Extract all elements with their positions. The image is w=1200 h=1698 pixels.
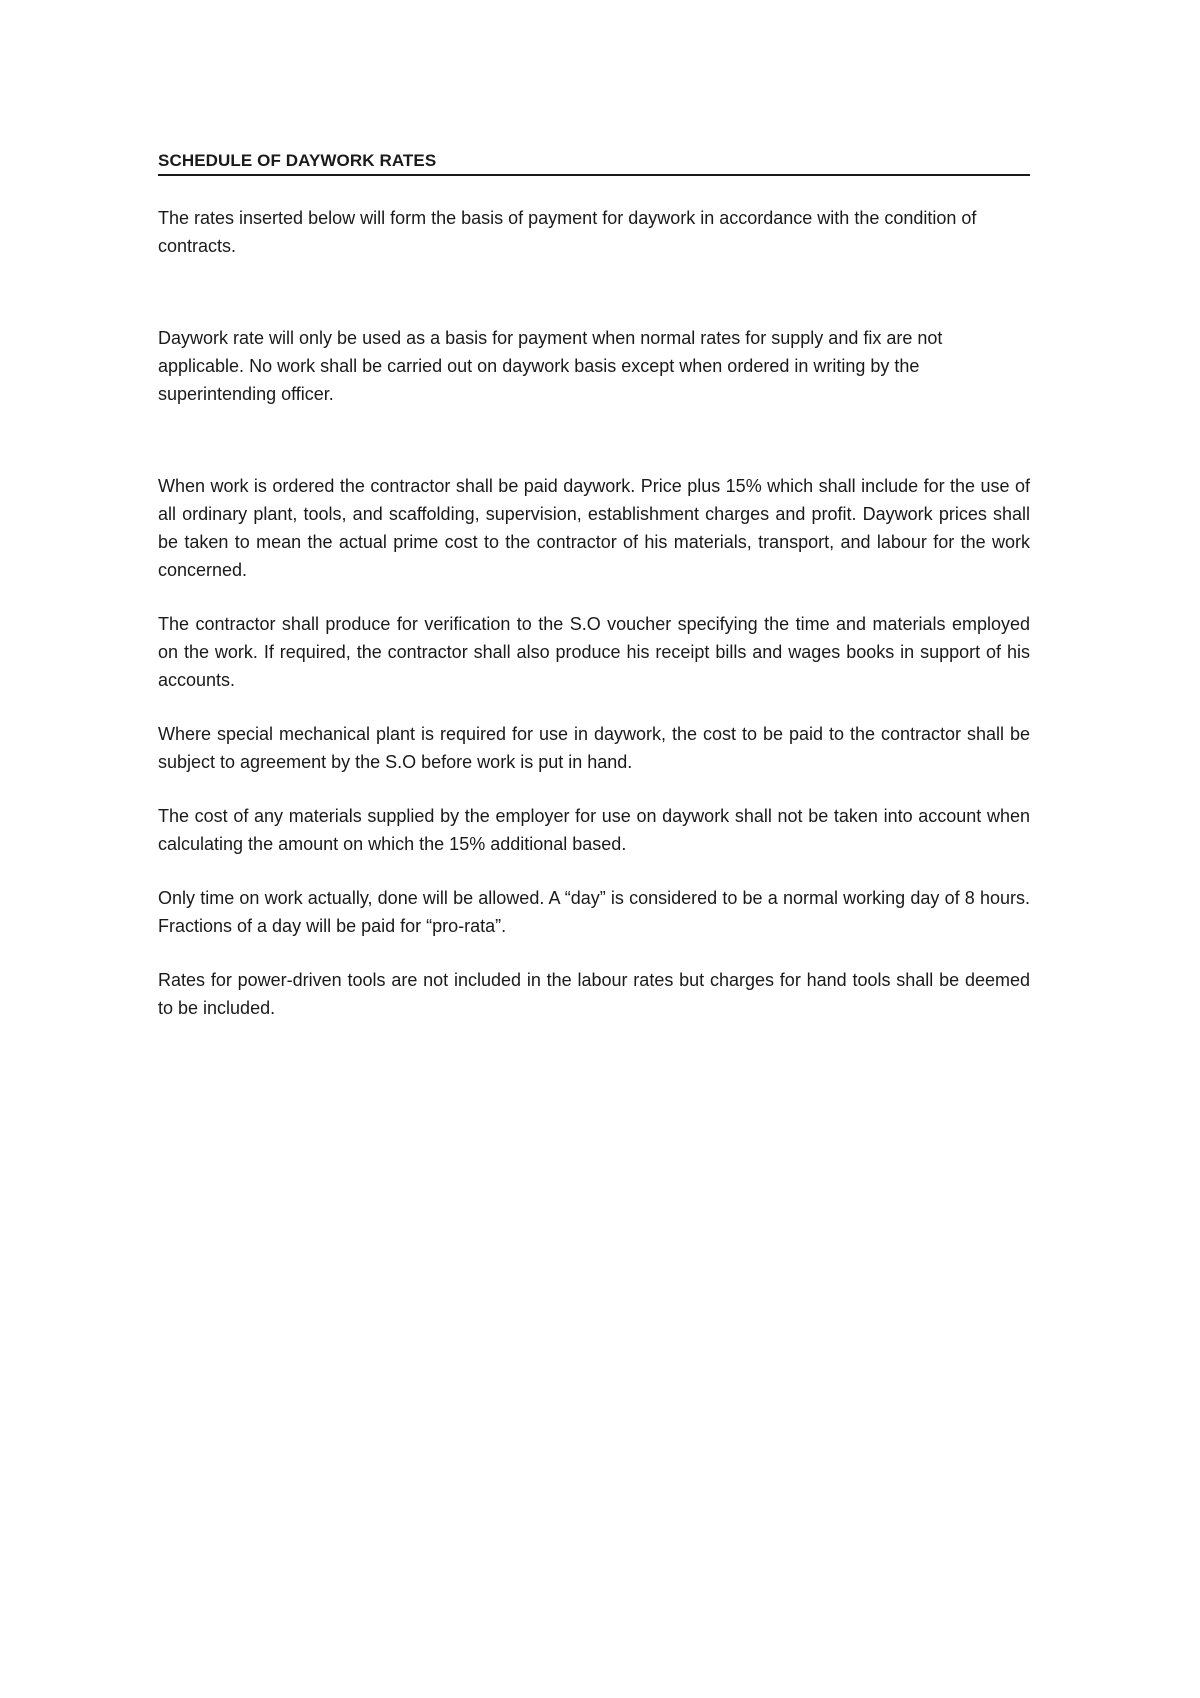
- paragraph-daywork-usage: Daywork rate will only be used as a basis for payment when normal rates for supply and fix are not applicable. No work shall be carried out on daywork basis except when ordered in writing by the superintending officer.: [158, 328, 943, 404]
- paragraph-payment-terms: When work is ordered the contractor shall be paid daywork. Price plus 15% which shall include for the use of all ordinary plant, tools, and scaffolding, supervision, establishment charges and profit. Daywork prices shall be taken to mean the actual prime cost to the contractor of his materials, transport, and labour for the work concerned.: [158, 476, 1030, 580]
- paragraph-verification: The contractor shall produce for verification to the S.O voucher specifying the time and materials employed on the work. If required, the contractor shall also produce his receipt bills and wages books in support of his accounts.: [158, 614, 1030, 690]
- paragraph-rates-basis: The rates inserted below will form the basis of payment for daywork in accordance with the condition of contracts.: [158, 208, 977, 256]
- paragraph-mechanical-plant: Where special mechanical plant is required for use in daywork, the cost to be paid to the contractor shall be subject to agreement by the S.O before work is put in hand.: [158, 724, 1030, 772]
- page-title: SCHEDULE OF DAYWORK RATES: [158, 150, 1030, 176]
- paragraph-power-tools: Rates for power-driven tools are not included in the labour rates but charges for hand tools shall be deemed to be included.: [158, 970, 1030, 1018]
- paragraph-working-day: Only time on work actually, done will be allowed. A “day” is considered to be a normal working day of 8 hours. Fractions of a day will be paid for “pro-rata”.: [158, 888, 1030, 936]
- document-body: [158, 150, 1030, 1022]
- paragraph-employer-materials: The cost of any materials supplied by the employer for use on daywork shall not be taken into account when calculating the amount on which the 15% additional based.: [158, 806, 1030, 854]
